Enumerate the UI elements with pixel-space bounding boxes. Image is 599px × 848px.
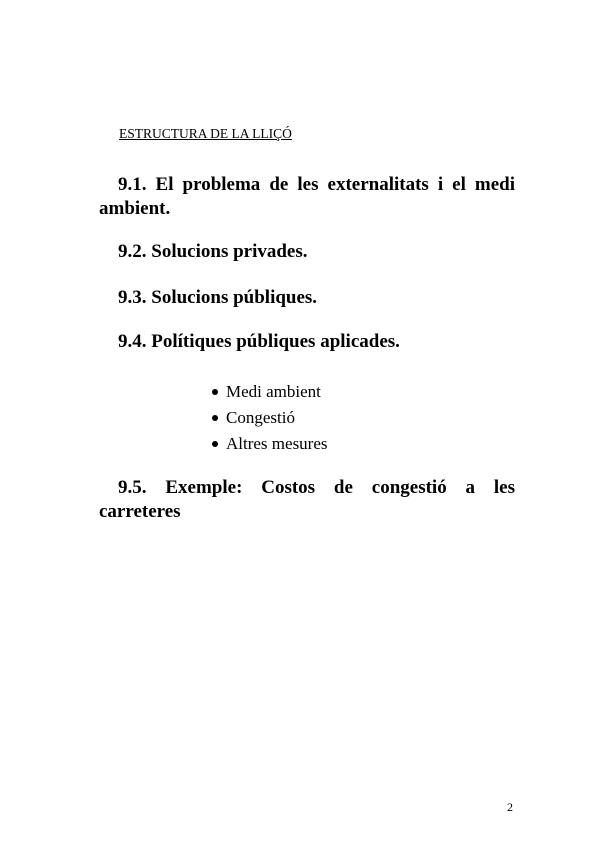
- section-title: El problema de les externalitats i el medi ambient.: [99, 174, 516, 219]
- section-number: 9.1.: [118, 174, 147, 195]
- section-number: 9.4.: [118, 331, 147, 352]
- section-number: 9.3.: [118, 287, 147, 308]
- bullet-icon: [212, 441, 218, 447]
- section-number: 9.2.: [118, 241, 147, 262]
- lesson-structure-heading: ESTRUCTURA DE LA LLIÇÓ: [119, 126, 292, 141]
- section-title: Exemple: Costos de congestió a les carreteres: [99, 477, 516, 522]
- list-item: [210, 431, 328, 457]
- page-number: 2: [507, 800, 513, 814]
- subtopic-list: [210, 379, 328, 457]
- section-9-5: [99, 476, 515, 524]
- list-item-label: Medi ambient: [226, 382, 321, 401]
- section-9-4: [99, 330, 515, 354]
- section-9-3: [99, 286, 515, 310]
- section-title: Solucions privades.: [151, 241, 308, 262]
- section-9-2: [99, 240, 515, 264]
- section-9-1: [99, 173, 515, 221]
- list-item-label: Altres mesures: [226, 434, 328, 453]
- list-item-label: Congestió: [226, 408, 295, 427]
- section-number: 9.5.: [118, 477, 147, 498]
- list-item: [210, 405, 328, 431]
- bullet-icon: [212, 415, 218, 421]
- list-item: [210, 379, 328, 405]
- bullet-icon: [212, 389, 218, 395]
- section-title: Polítiques públiques aplicades.: [151, 331, 400, 352]
- section-title: Solucions públiques.: [151, 287, 318, 308]
